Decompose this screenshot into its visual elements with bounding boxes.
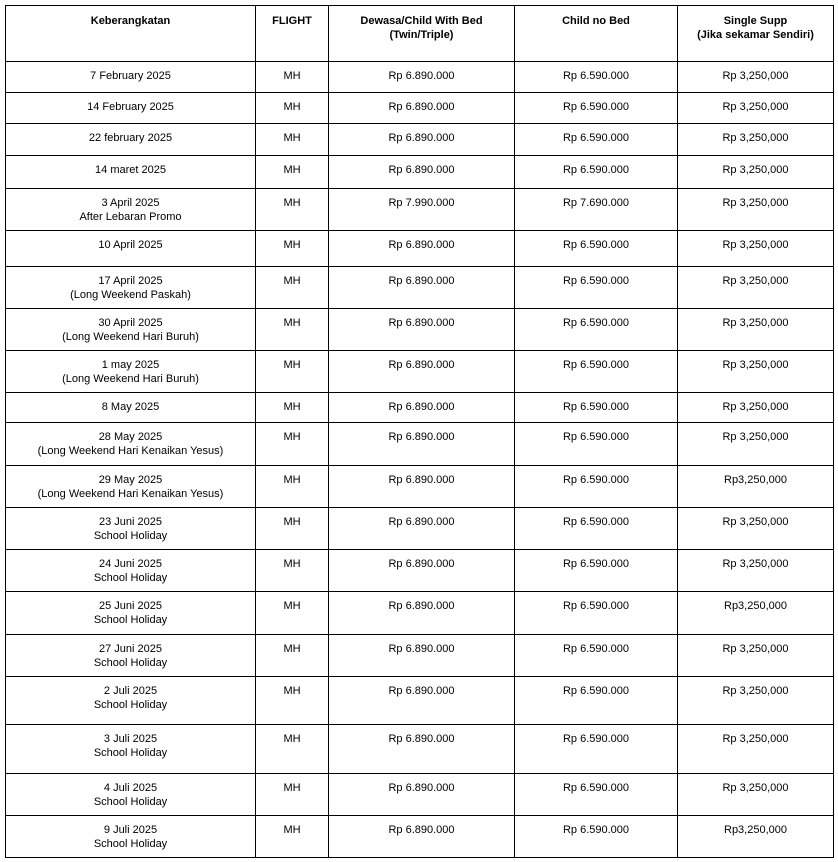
departure-cell bbox=[6, 592, 256, 635]
adult-price-cell: Rp 6.890.000 bbox=[329, 774, 515, 816]
departure-date: 9 Juli 2025 bbox=[103, 824, 158, 836]
table-row bbox=[6, 508, 834, 550]
child-no-bed-cell: Rp 6.590.000 bbox=[515, 677, 678, 725]
flight-cell: MH bbox=[256, 677, 329, 725]
departure-note: School Holiday bbox=[93, 796, 168, 808]
departure-date: 14 maret 2025 bbox=[95, 164, 166, 176]
table-row bbox=[6, 189, 834, 231]
flight-cell: MH bbox=[256, 725, 329, 774]
departure-cell bbox=[6, 93, 256, 124]
table-row bbox=[6, 231, 834, 267]
adult-price-cell: Rp 6.890.000 bbox=[329, 124, 515, 156]
child-no-bed-cell: Rp 6.590.000 bbox=[515, 550, 678, 592]
flight-cell: MH bbox=[256, 231, 329, 267]
departure-date: 22 february 2025 bbox=[88, 132, 173, 144]
single-supp-cell: Rp 3,250,000 bbox=[678, 635, 834, 677]
flight-cell: MH bbox=[256, 124, 329, 156]
departure-date: 2 Juli 2025 bbox=[103, 685, 158, 697]
child-no-bed-cell: Rp 6.590.000 bbox=[515, 466, 678, 508]
departure-date: 30 April 2025 bbox=[98, 317, 163, 329]
departure-date: 28 May 2025 bbox=[98, 431, 163, 443]
departure-note: After Lebaran Promo bbox=[79, 211, 182, 223]
header-flight-label: FLIGHT bbox=[272, 15, 312, 27]
flight-cell: MH bbox=[256, 774, 329, 816]
child-no-bed-cell: Rp 6.590.000 bbox=[515, 725, 678, 774]
flight-cell: MH bbox=[256, 550, 329, 592]
header-row bbox=[6, 6, 834, 62]
departure-cell bbox=[6, 550, 256, 592]
departure-note: School Holiday bbox=[93, 614, 168, 626]
departure-note: School Holiday bbox=[93, 572, 168, 584]
departure-note: School Holiday bbox=[93, 657, 168, 669]
table-row bbox=[6, 393, 834, 423]
departure-cell bbox=[6, 635, 256, 677]
header-single-label: Single Supp bbox=[723, 15, 788, 27]
table-row bbox=[6, 62, 834, 93]
departure-note: (Long Weekend Hari Kenaikan Yesus) bbox=[37, 445, 224, 457]
departure-price-table bbox=[5, 5, 834, 858]
adult-price-cell: Rp 6.890.000 bbox=[329, 231, 515, 267]
departure-date: 24 Juni 2025 bbox=[99, 558, 162, 570]
single-supp-cell: Rp 3,250,000 bbox=[678, 725, 834, 774]
adult-price-cell: Rp 6.890.000 bbox=[329, 550, 515, 592]
adult-price-cell: Rp 6.890.000 bbox=[329, 93, 515, 124]
adult-price-cell: Rp 7.990.000 bbox=[329, 189, 515, 231]
departure-date: 17 April 2025 bbox=[98, 275, 163, 287]
single-supp-cell: Rp 3,250,000 bbox=[678, 550, 834, 592]
flight-cell: MH bbox=[256, 62, 329, 93]
departure-cell bbox=[6, 774, 256, 816]
single-supp-cell: Rp 3,250,000 bbox=[678, 267, 834, 309]
child-no-bed-cell: Rp 7.690.000 bbox=[515, 189, 678, 231]
single-supp-cell: Rp 3,250,000 bbox=[678, 189, 834, 231]
header-child-no-bed bbox=[515, 6, 678, 62]
child-no-bed-cell: Rp 6.590.000 bbox=[515, 93, 678, 124]
departure-note: School Holiday bbox=[93, 699, 168, 711]
adult-price-cell: Rp 6.890.000 bbox=[329, 635, 515, 677]
departure-cell bbox=[6, 231, 256, 267]
header-single-sublabel: (Jika sekamar Sendiri) bbox=[697, 29, 814, 41]
departure-date: 3 Juli 2025 bbox=[103, 733, 158, 745]
adult-price-cell: Rp 6.890.000 bbox=[329, 466, 515, 508]
flight-cell: MH bbox=[256, 189, 329, 231]
adult-price-cell: Rp 6.890.000 bbox=[329, 393, 515, 423]
departure-cell bbox=[6, 351, 256, 393]
departure-date: 23 Juni 2025 bbox=[99, 516, 162, 528]
departure-note: (Long Weekend Hari Kenaikan Yesus) bbox=[37, 488, 224, 500]
departure-cell bbox=[6, 466, 256, 508]
header-departure-label: Keberangkatan bbox=[90, 15, 171, 27]
departure-cell bbox=[6, 423, 256, 466]
child-no-bed-cell: Rp 6.590.000 bbox=[515, 124, 678, 156]
single-supp-cell: Rp 3,250,000 bbox=[678, 93, 834, 124]
table-row bbox=[6, 677, 834, 725]
table-row bbox=[6, 351, 834, 393]
departure-note: (Long Weekend Hari Buruh) bbox=[62, 373, 199, 385]
child-no-bed-cell: Rp 6.590.000 bbox=[515, 508, 678, 550]
departure-cell bbox=[6, 62, 256, 93]
single-supp-cell: Rp 3,250,000 bbox=[678, 309, 834, 351]
single-supp-cell: Rp3,250,000 bbox=[678, 592, 834, 635]
departure-date: 3 April 2025 bbox=[101, 197, 160, 209]
departure-date: 29 May 2025 bbox=[98, 474, 163, 486]
single-supp-cell: Rp 3,250,000 bbox=[678, 508, 834, 550]
single-supp-cell: Rp 3,250,000 bbox=[678, 62, 834, 93]
table-row bbox=[6, 592, 834, 635]
departure-cell bbox=[6, 189, 256, 231]
adult-price-cell: Rp 6.890.000 bbox=[329, 351, 515, 393]
departure-date: 1 may 2025 bbox=[101, 359, 160, 371]
departure-cell bbox=[6, 393, 256, 423]
adult-price-cell: Rp 6.890.000 bbox=[329, 423, 515, 466]
departure-note: (Long Weekend Hari Buruh) bbox=[62, 331, 199, 343]
departure-cell bbox=[6, 267, 256, 309]
flight-cell: MH bbox=[256, 267, 329, 309]
header-adult-price bbox=[329, 6, 515, 62]
flight-cell: MH bbox=[256, 423, 329, 466]
single-supp-cell: Rp 3,250,000 bbox=[678, 774, 834, 816]
single-supp-cell: Rp3,250,000 bbox=[678, 466, 834, 508]
single-supp-cell: Rp 3,250,000 bbox=[678, 124, 834, 156]
table-row bbox=[6, 725, 834, 774]
single-supp-cell: Rp 3,250,000 bbox=[678, 393, 834, 423]
departure-cell bbox=[6, 309, 256, 351]
header-child-label: Child no Bed bbox=[562, 15, 630, 27]
child-no-bed-cell: Rp 6.590.000 bbox=[515, 62, 678, 93]
adult-price-cell: Rp 6.890.000 bbox=[329, 156, 515, 189]
departure-cell bbox=[6, 508, 256, 550]
child-no-bed-cell: Rp 6.590.000 bbox=[515, 267, 678, 309]
adult-price-cell: Rp 6.890.000 bbox=[329, 62, 515, 93]
departure-cell bbox=[6, 156, 256, 189]
departure-cell bbox=[6, 725, 256, 774]
adult-price-cell: Rp 6.890.000 bbox=[329, 725, 515, 774]
single-supp-cell: Rp3,250,000 bbox=[678, 816, 834, 858]
child-no-bed-cell: Rp 6.590.000 bbox=[515, 423, 678, 466]
adult-price-cell: Rp 6.890.000 bbox=[329, 592, 515, 635]
flight-cell: MH bbox=[256, 393, 329, 423]
departure-date: 7 February 2025 bbox=[90, 70, 171, 82]
table-row bbox=[6, 267, 834, 309]
departure-date: 8 May 2025 bbox=[101, 401, 160, 413]
departure-cell bbox=[6, 677, 256, 725]
departure-date: 10 April 2025 bbox=[98, 239, 163, 251]
child-no-bed-cell: Rp 6.590.000 bbox=[515, 592, 678, 635]
departure-cell bbox=[6, 816, 256, 858]
table-row bbox=[6, 466, 834, 508]
departure-note: School Holiday bbox=[93, 838, 168, 850]
table-row bbox=[6, 93, 834, 124]
table-row bbox=[6, 550, 834, 592]
adult-price-cell: Rp 6.890.000 bbox=[329, 677, 515, 725]
flight-cell: MH bbox=[256, 635, 329, 677]
child-no-bed-cell: Rp 6.590.000 bbox=[515, 635, 678, 677]
single-supp-cell: Rp 3,250,000 bbox=[678, 231, 834, 267]
child-no-bed-cell: Rp 6.590.000 bbox=[515, 774, 678, 816]
flight-cell: MH bbox=[256, 592, 329, 635]
table-row bbox=[6, 309, 834, 351]
departure-note: School Holiday bbox=[93, 747, 168, 759]
departure-cell bbox=[6, 124, 256, 156]
table-row bbox=[6, 156, 834, 189]
flight-cell: MH bbox=[256, 816, 329, 858]
departure-date: 14 February 2025 bbox=[87, 101, 174, 113]
single-supp-cell: Rp 3,250,000 bbox=[678, 156, 834, 189]
flight-cell: MH bbox=[256, 309, 329, 351]
single-supp-cell: Rp 3,250,000 bbox=[678, 423, 834, 466]
child-no-bed-cell: Rp 6.590.000 bbox=[515, 156, 678, 189]
departure-date: 4 Juli 2025 bbox=[103, 782, 158, 794]
table-row bbox=[6, 124, 834, 156]
child-no-bed-cell: Rp 6.590.000 bbox=[515, 231, 678, 267]
header-departure bbox=[6, 6, 256, 62]
single-supp-cell: Rp 3,250,000 bbox=[678, 677, 834, 725]
departure-note: School Holiday bbox=[93, 530, 168, 542]
header-adult-sublabel: (Twin/Triple) bbox=[389, 29, 454, 41]
flight-cell: MH bbox=[256, 466, 329, 508]
departure-date: 27 Juni 2025 bbox=[99, 643, 162, 655]
adult-price-cell: Rp 6.890.000 bbox=[329, 816, 515, 858]
flight-cell: MH bbox=[256, 508, 329, 550]
adult-price-cell: Rp 6.890.000 bbox=[329, 267, 515, 309]
table-row bbox=[6, 635, 834, 677]
header-flight bbox=[256, 6, 329, 62]
departure-note: (Long Weekend Paskah) bbox=[70, 289, 191, 301]
departure-date: 25 Juni 2025 bbox=[99, 600, 162, 612]
flight-cell: MH bbox=[256, 351, 329, 393]
adult-price-cell: Rp 6.890.000 bbox=[329, 508, 515, 550]
child-no-bed-cell: Rp 6.590.000 bbox=[515, 351, 678, 393]
flight-cell: MH bbox=[256, 156, 329, 189]
single-supp-cell: Rp 3,250,000 bbox=[678, 351, 834, 393]
child-no-bed-cell: Rp 6.590.000 bbox=[515, 393, 678, 423]
child-no-bed-cell: Rp 6.590.000 bbox=[515, 309, 678, 351]
header-adult-label: Dewasa/Child With Bed bbox=[360, 15, 483, 27]
child-no-bed-cell: Rp 6.590.000 bbox=[515, 816, 678, 858]
adult-price-cell: Rp 6.890.000 bbox=[329, 309, 515, 351]
flight-cell: MH bbox=[256, 93, 329, 124]
table-row bbox=[6, 774, 834, 816]
table-row bbox=[6, 423, 834, 466]
table-row bbox=[6, 816, 834, 858]
header-single-supp bbox=[678, 6, 834, 62]
